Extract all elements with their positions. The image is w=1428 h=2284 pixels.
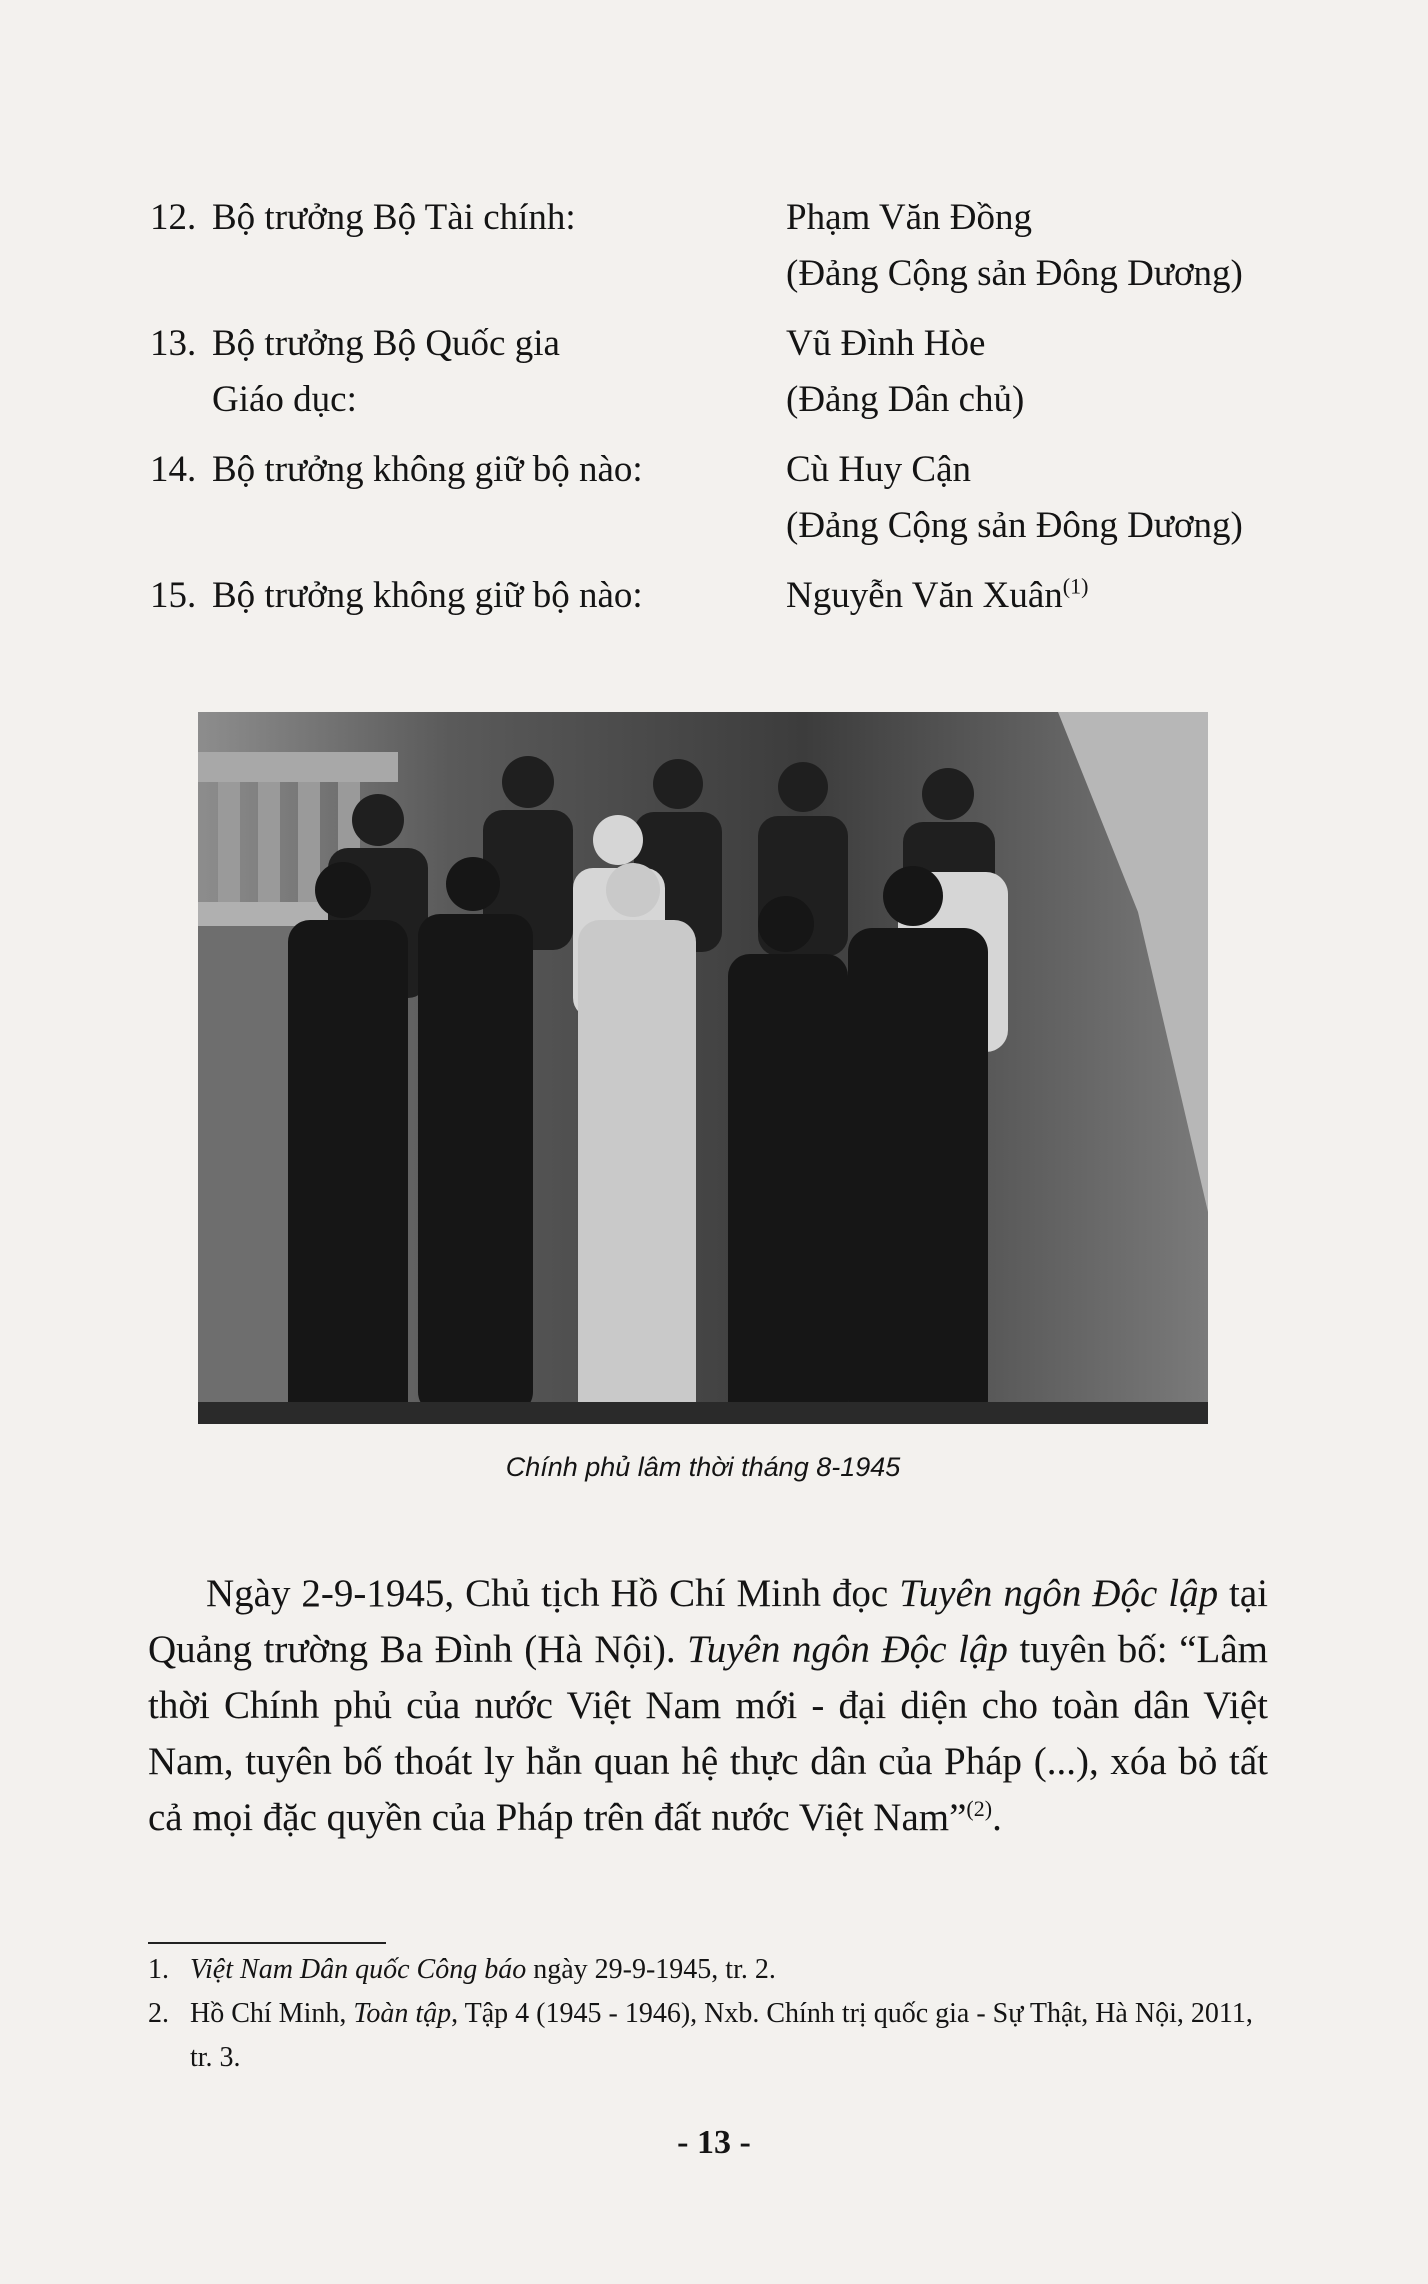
minister-role: Bộ trưởng Bộ Quốc gia Giáo dục: (212, 323, 560, 420)
minister-party: (Đảng Cộng sản Đông Dương) (786, 253, 1243, 294)
minister-person (786, 316, 1306, 428)
minister-party: (Đảng Dân chủ) (786, 379, 1025, 420)
footnotes (148, 1948, 1278, 2080)
paragraph-text: Ngày 2-9-1945, Chủ tịch Hồ Chí Minh đọc (206, 1572, 900, 1615)
minister-name-text: Phạm Văn Đồng (786, 197, 1032, 238)
minister-name-text: Cù Huy Cận (786, 449, 971, 490)
minister-name (786, 197, 1032, 238)
minister-number: 13. (150, 323, 197, 364)
footnote-italic: Toàn tập (353, 1998, 452, 2029)
footnote-item (148, 1992, 1278, 2080)
body-paragraph (148, 1566, 1268, 1846)
footnote-number: 1. (148, 1954, 169, 1985)
minister-number: 15. (150, 575, 197, 616)
paragraph-text: tuyên bố: “Lâm thời Chính phủ của nước Việt Nam mới - đại diện cho toàn dân Việt Nam, tuyên bố thoát ly hẳn quan hệ thực dân của Pháp (...), xóa bỏ tất cả mọi đặc quyền của Pháp trên đất nước Việt Nam” (148, 1628, 1268, 1839)
footnote-italic: Việt Nam Dân quốc Công báo (190, 1954, 527, 1985)
minister-person (786, 190, 1306, 302)
minister-number: 12. (150, 197, 197, 238)
footnote-item (148, 1948, 1278, 1992)
footnote-text: ngày 29-9-1945, tr. 2. (526, 1954, 776, 1985)
footnote-divider (148, 1942, 386, 1944)
footnote-ref: (1) (1062, 573, 1089, 599)
minister-role: Bộ trưởng không giữ bộ nào: (212, 449, 643, 490)
paragraph-text: . (992, 1796, 1002, 1839)
footnote-text: , Tập 4 (1945 - 1946), Nxb. Chính trị quốc gia - Sự Thật, Hà Nội, 2011, tr. 3. (190, 1998, 1253, 2073)
paragraph-text: tại Quảng trường Ba Đình (Hà Nội). (148, 1572, 1269, 1671)
paragraph-italic: Tuyên ngôn Độc lập (687, 1628, 1008, 1671)
minister-role: Bộ trưởng Bộ Tài chính: (212, 197, 576, 238)
footnote-ref: (2) (966, 1796, 993, 1821)
group-photo (198, 712, 1208, 1424)
page-number: - 13 - (677, 2124, 751, 2161)
minister-name (786, 323, 985, 364)
minister-name-text: Vũ Đình Hòe (786, 323, 986, 364)
minister-number: 14. (150, 449, 197, 490)
minister-name (786, 575, 1088, 616)
paragraph-italic: Tuyên ngôn Độc lập (899, 1572, 1219, 1615)
minister-role: Bộ trưởng không giữ bộ nào: (212, 575, 643, 616)
footnote-number: 2. (148, 1998, 169, 2029)
minister-name-text: Nguyễn Văn Xuân (786, 575, 1063, 616)
minister-person (786, 568, 1306, 624)
footnote-text: Hồ Chí Minh, (190, 1998, 354, 2029)
minister-person (786, 442, 1306, 554)
minister-name (786, 449, 971, 490)
minister-party: (Đảng Cộng sản Đông Dương) (786, 505, 1243, 546)
group-photo-image (198, 712, 1208, 1424)
photo-caption: Chính phủ lâm thời tháng 8-1945 (505, 1452, 901, 1482)
